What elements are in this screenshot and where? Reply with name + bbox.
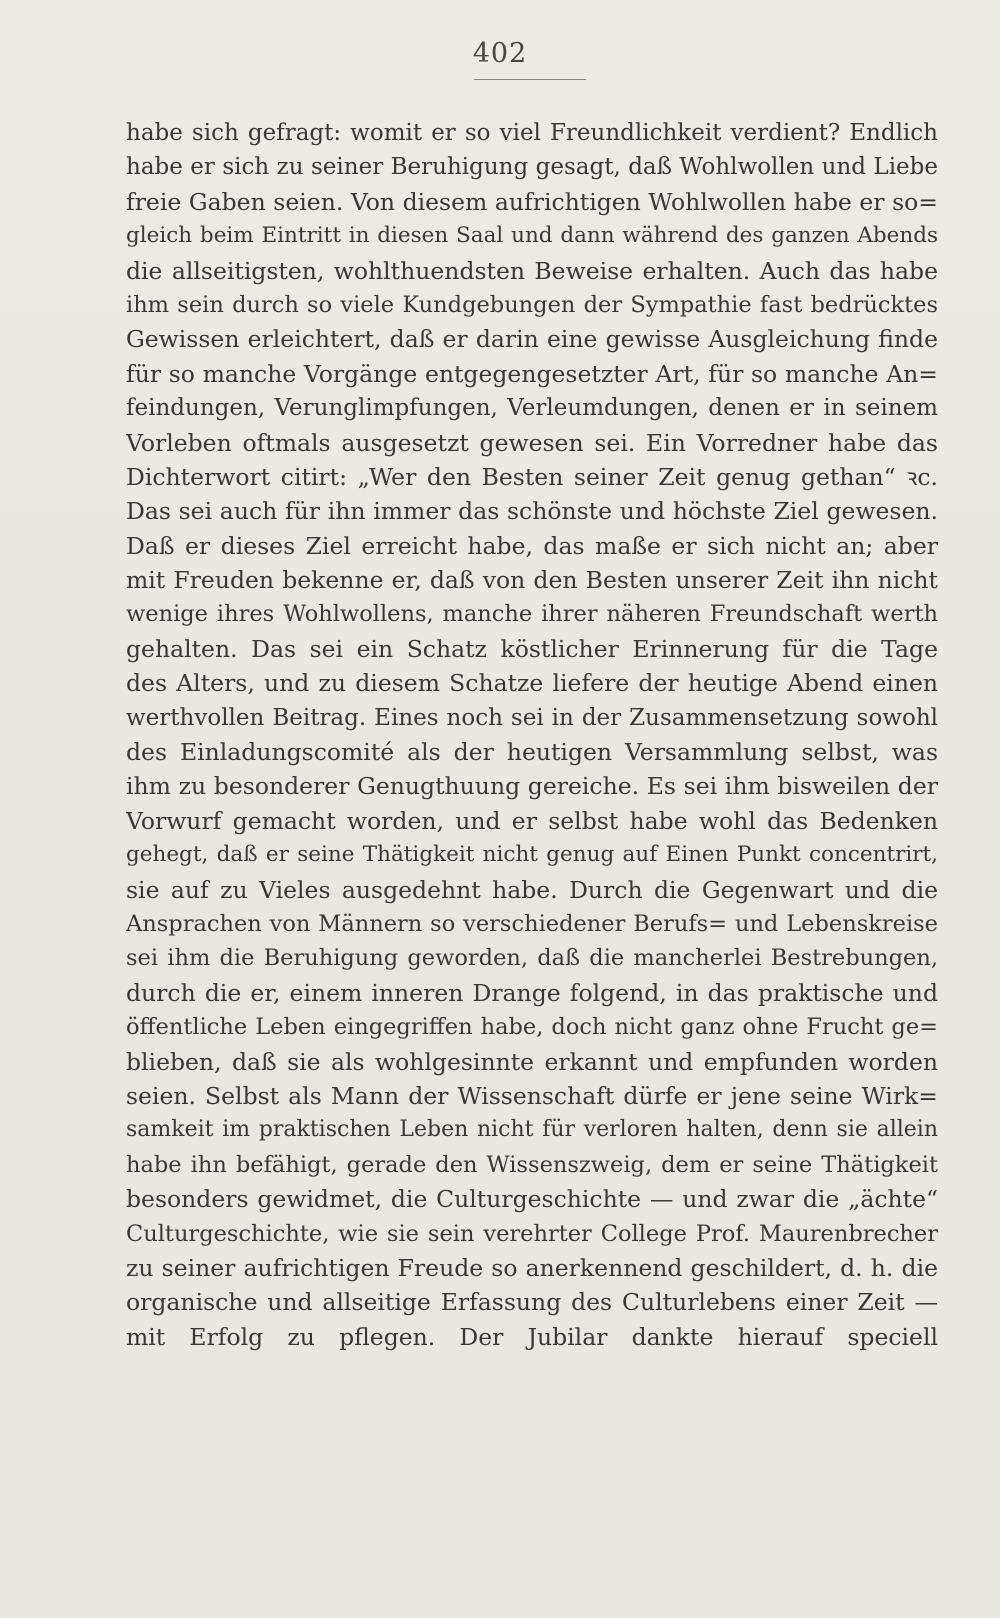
page-number: 402 bbox=[472, 38, 528, 69]
text-line: für so manche Vorgänge entgegengesetzter Art, für so manche An= bbox=[126, 359, 938, 388]
text-line: Das sei auch für ihn immer das schönste und höchste Ziel gewesen. bbox=[126, 497, 938, 526]
text-line: mit Freuden bekenne er, daß von den Besten unserer Zeit ihn nicht bbox=[126, 566, 938, 595]
text-line: Vorwurf gemacht worden, und er selbst habe wohl das Bedenken bbox=[126, 806, 938, 835]
text-line: habe sich gefragt: womit er so viel Freundlichkeit verdient? Endlich bbox=[126, 120, 938, 146]
text-line: ihm sein durch so viele Kundgebungen der Sympathie fast bedrücktes bbox=[126, 291, 938, 318]
text-line: Gewissen erleichtert, daß er darin eine gewisse Ausgleichung finde bbox=[126, 325, 938, 354]
text-line: öffentliche Leben eingegriffen habe, doch nicht ganz ohne Frucht ge= bbox=[126, 1014, 938, 1041]
text-line: habe ihn befähigt, gerade den Wissenszweig, dem er seine Thätigkeit bbox=[126, 1151, 938, 1178]
text-line: gleich beim Eintritt in diesen Saal und dann während des ganzen Abends bbox=[126, 223, 938, 249]
text-line: durch die er, einem inneren Drange folgend, in das praktische und bbox=[126, 978, 938, 1007]
text-line: ihm zu besonderer Genugthuung gereiche. Es sei ihm bisweilen der bbox=[126, 772, 938, 801]
text-line: werthvollen Beitrag. Eines noch sei in der Zusammensetzung sowohl bbox=[126, 704, 938, 731]
text-line: des Alters, und zu diesem Schatze liefere der heutige Abend einen bbox=[126, 669, 938, 698]
text-line: wenige ihres Wohlwollens, manche ihrer näheren Freundschaft werth bbox=[126, 601, 938, 628]
text-line: sie auf zu Vieles ausgedehnt habe. Durch die Gegenwart und die bbox=[126, 875, 938, 904]
text-line: freie Gaben seien. Von diesem aufrichtigen Wohlwollen habe er so= bbox=[126, 187, 938, 216]
text-line: zu seiner aufrichtigen Freude so anerkennend geschildert, d. h. die bbox=[126, 1253, 938, 1282]
text-line: gehalten. Das sei ein Schatz köstlicher Erinnerung für die Tage bbox=[126, 634, 938, 663]
text-line: besonders gewidmet, die Culturgeschichte — und zwar die „ächte“ bbox=[126, 1185, 938, 1214]
text-line: organische und allseitige Erfassung des Culturlebens einer Zeit — bbox=[126, 1288, 938, 1317]
text-line: Daß er dieses Ziel erreicht habe, das maße er sich nicht an; aber bbox=[126, 531, 938, 560]
text-line: samkeit im praktischen Leben nicht für verloren halten, denn sie allein bbox=[126, 1117, 938, 1143]
text-line: feindungen, Verunglimpfungen, Verleumdungen, denen er in seinem bbox=[126, 395, 938, 422]
text-line: sei ihm die Beruhigung geworden, daß die mancherlei Bestrebungen, bbox=[126, 945, 938, 972]
text-line: seien. Selbst als Mann der Wissenschaft dürfe er jene seine Wirk= bbox=[126, 1081, 938, 1110]
text-line: gehegt, daß er seine Thätigkeit nicht genug auf Einen Punkt concentrirt, bbox=[126, 842, 938, 868]
body-text bbox=[126, 116, 938, 1354]
text-line: des Einladungscomité als der heutigen Versammlung selbst, was bbox=[126, 738, 938, 767]
text-line: blieben, daß sie als wohlgesinnte erkannt und empfunden worden bbox=[126, 1047, 938, 1076]
text-line: mit Erfolg zu pflegen. Der Jubilar dankte hierauf speciell bbox=[126, 1322, 938, 1351]
header-rule bbox=[474, 79, 586, 80]
text-line: Vorleben oftmals ausgesetzt gewesen sei. Ein Vorredner habe das bbox=[126, 428, 938, 457]
text-line: die allseitigsten, wohlthuendsten Beweise erhalten. Auch das habe bbox=[126, 256, 938, 285]
text-line: habe er sich zu seiner Beruhigung gesagt, daß Wohlwollen und Liebe bbox=[126, 154, 938, 181]
text-line: Dichterwort citirt: „Wer den Besten seiner Zeit genug gethan“ ꝛc. bbox=[126, 462, 938, 491]
text-line: Ansprachen von Männern so verschiedener Berufs= und Lebenskreise bbox=[126, 910, 938, 937]
text-line: Culturgeschichte, wie sie sein verehrter College Prof. Maurenbrecher bbox=[126, 1220, 938, 1247]
